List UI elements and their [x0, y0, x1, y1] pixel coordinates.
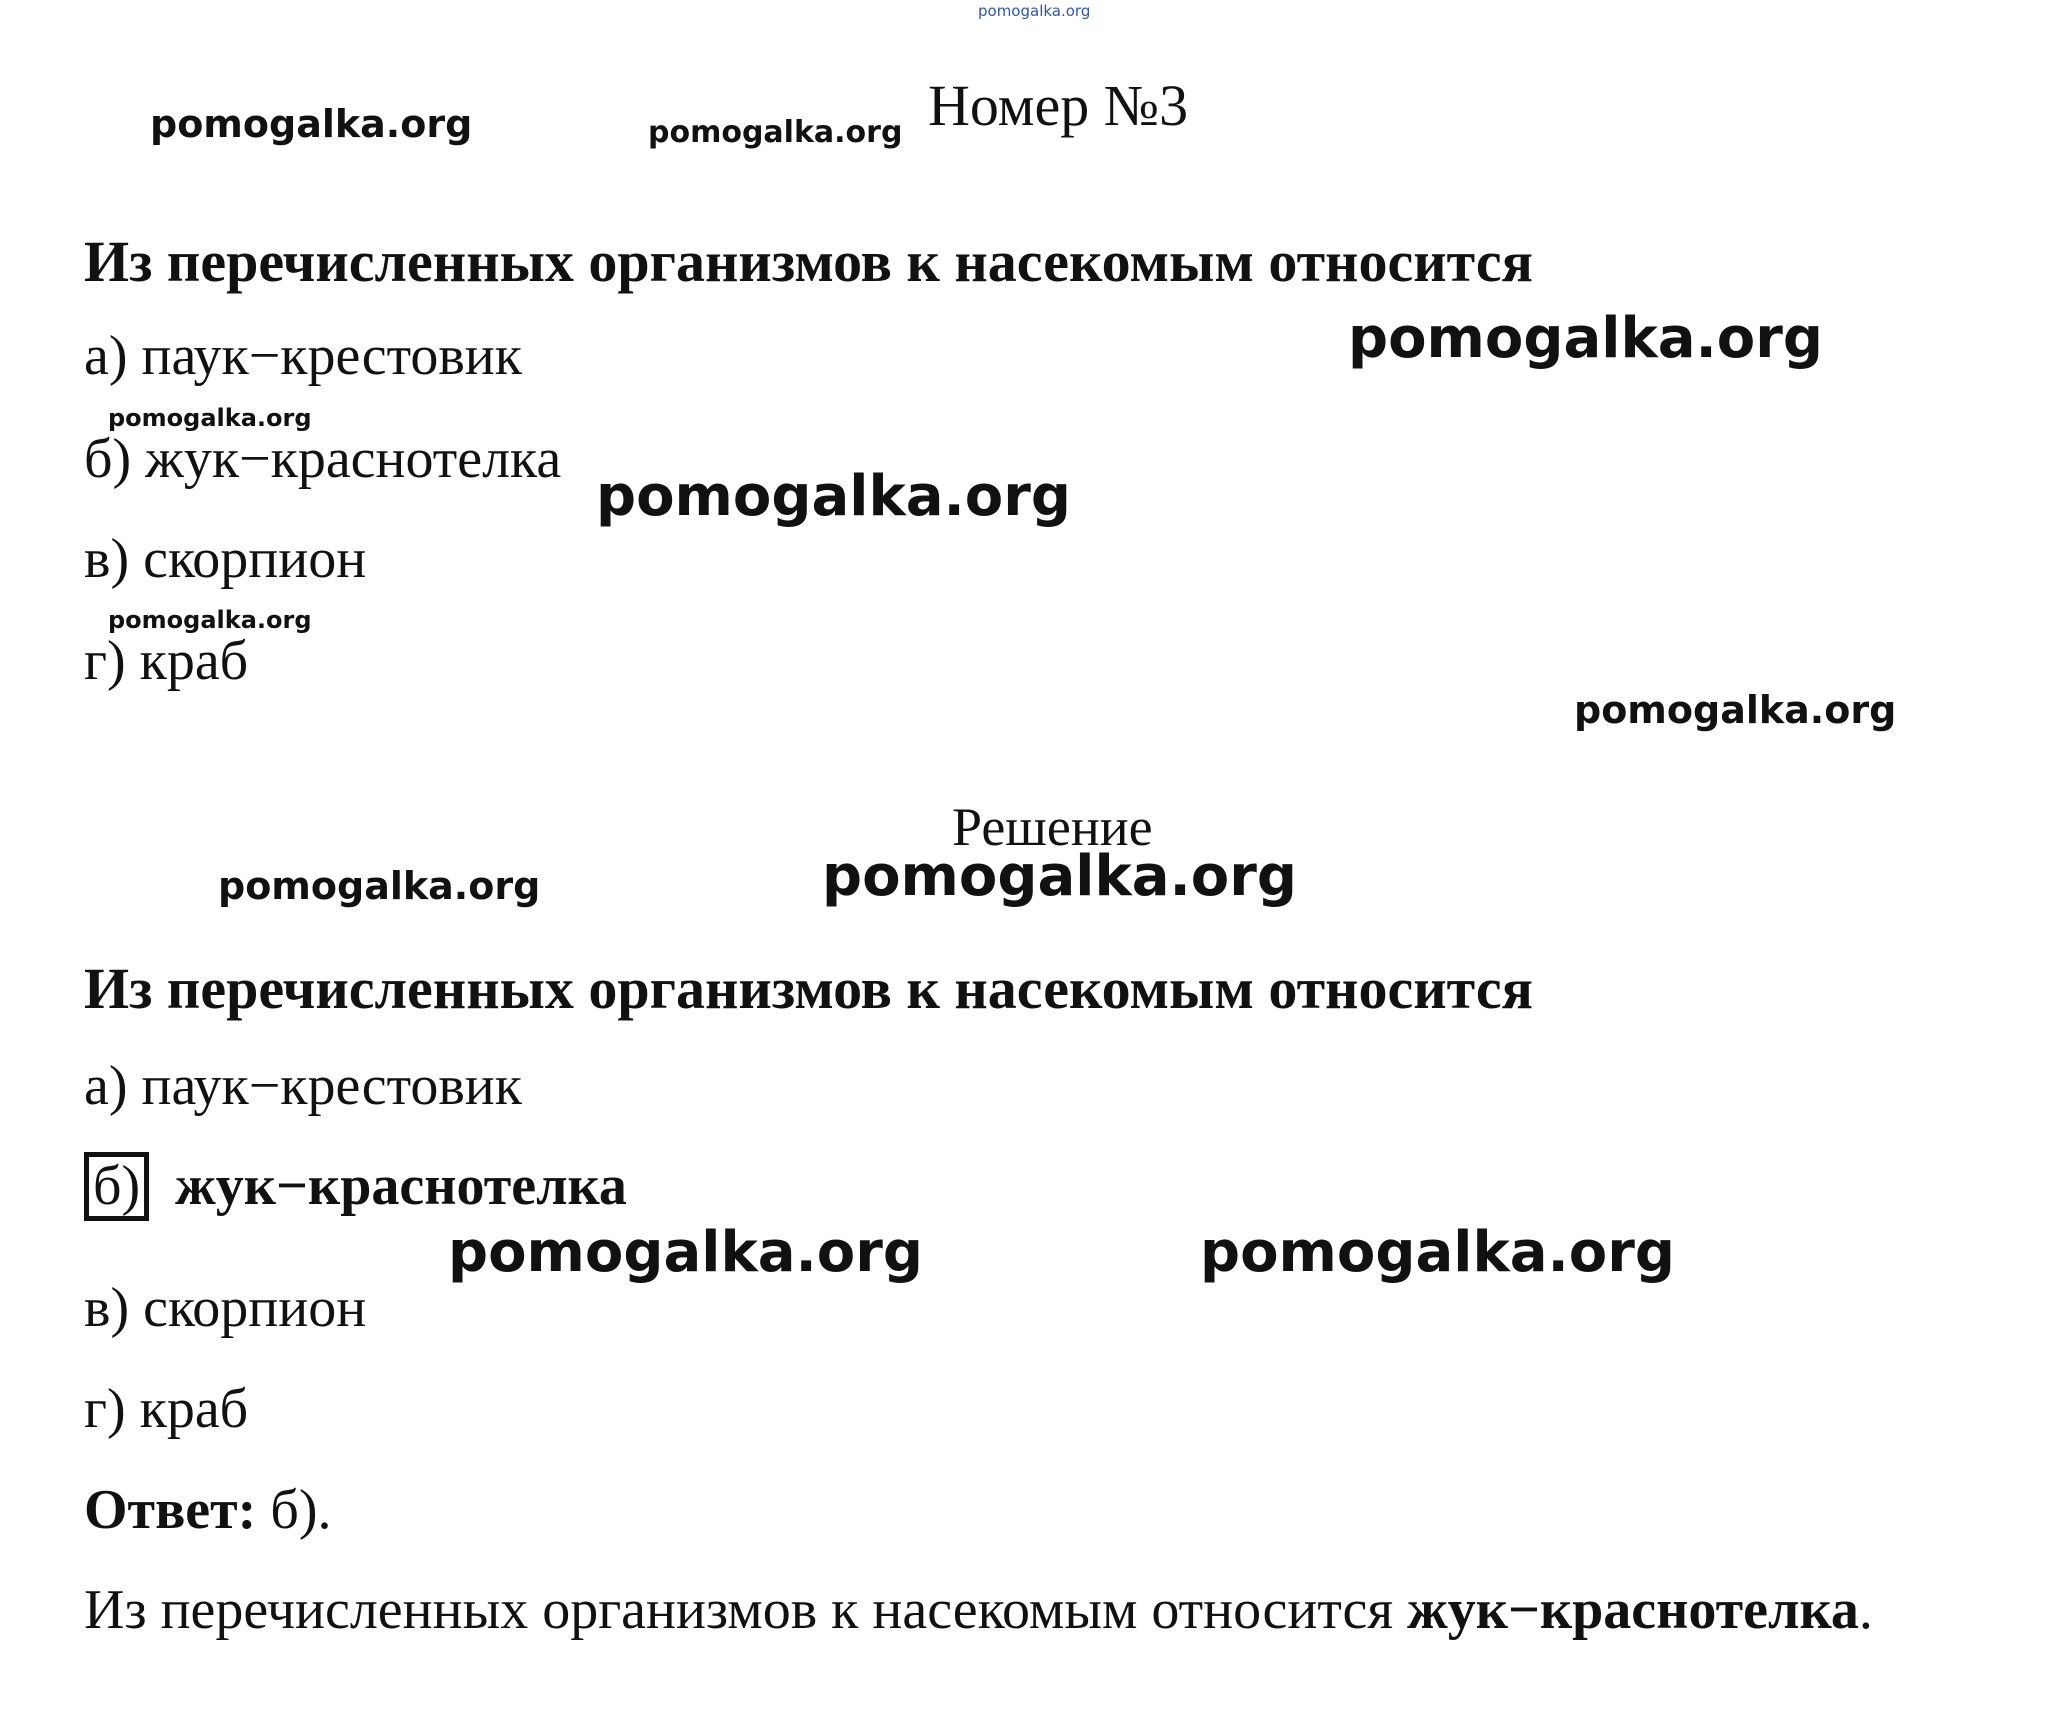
- conclusion-line: [84, 1578, 1873, 1642]
- conclusion-suffix: .: [1858, 1579, 1873, 1641]
- option-a: а) паук−крестовик: [84, 325, 522, 387]
- watermark: pomogalka.org: [1574, 688, 1897, 732]
- option-g: г) краб: [84, 630, 249, 692]
- watermark: pomogalka.org: [108, 606, 312, 634]
- watermark: pomogalka.org: [150, 102, 473, 146]
- question-text: Из перечисленных организмов к насекомым относится: [84, 229, 1533, 294]
- solution-heading: Решение: [952, 797, 1153, 857]
- selected-answer-marker: б): [84, 1152, 149, 1221]
- watermark-top: pomogalka.org: [978, 2, 1091, 20]
- watermark: pomogalka.org: [1200, 1220, 1675, 1285]
- watermark: pomogalka.org: [218, 864, 541, 908]
- answer-line: [84, 1478, 331, 1542]
- watermark: pomogalka.org: [1348, 306, 1823, 371]
- solution-option-v: в) скорпион: [84, 1277, 367, 1339]
- option-b: б) жук−краснотелка: [84, 428, 562, 490]
- watermark: pomogalka.org: [448, 1220, 923, 1285]
- answer-value: б).: [256, 1479, 332, 1541]
- solution-option-a: а) паук−крестовик: [84, 1055, 522, 1117]
- conclusion-bold: жук−краснотелка: [1407, 1579, 1859, 1641]
- watermark: pomogalka.org: [648, 115, 903, 150]
- conclusion-prefix: Из перечисленных организмов к насекомым относится: [84, 1579, 1408, 1641]
- solution-option-g: г) краб: [84, 1378, 249, 1440]
- page-title: Номер №3: [928, 73, 1189, 138]
- watermark: pomogalka.org: [596, 464, 1071, 529]
- solution-option-b: [84, 1152, 627, 1221]
- answer-label: Ответ:: [84, 1479, 257, 1541]
- solution-question-text: Из перечисленных организмов к насекомым относится: [84, 956, 1533, 1021]
- selected-answer-text: жук−краснотелка: [175, 1155, 627, 1217]
- option-v: в) скорпион: [84, 528, 367, 590]
- watermark: pomogalka.org: [108, 404, 312, 432]
- watermark: pomogalka.org: [822, 844, 1297, 909]
